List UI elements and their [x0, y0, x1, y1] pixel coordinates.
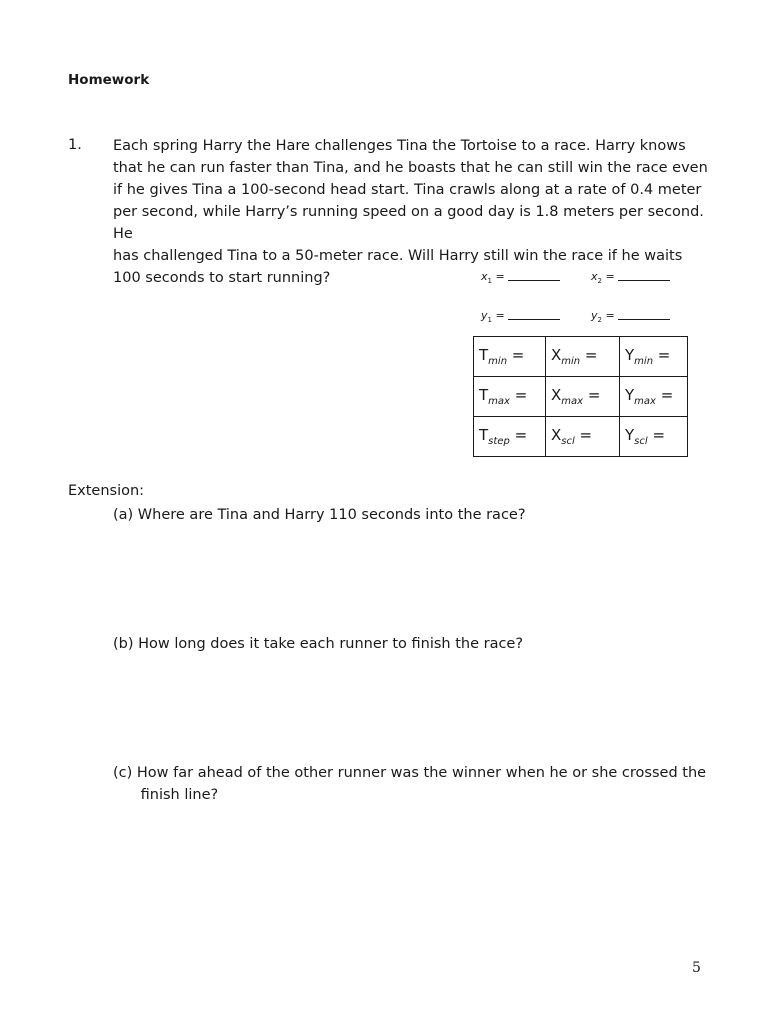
blank-eq: = [491, 270, 505, 283]
problem-line: 100 seconds to start running? [113, 270, 331, 286]
cell-sub: min [488, 356, 508, 367]
blank-sub: 1 [487, 277, 492, 286]
cell-eq: = [583, 386, 601, 404]
blank-var: y [481, 309, 488, 322]
blank-sub: 2 [597, 316, 602, 325]
cell-sub: max [561, 396, 584, 407]
answer-line [618, 270, 670, 281]
cell-eq: = [507, 346, 525, 364]
page-number: 5 [692, 960, 701, 976]
cell-sub: min [634, 356, 654, 367]
problem-line: that he can run faster than Tina, and he boasts that he can still win the race even [113, 160, 708, 176]
part-line: (c) How far ahead of the other runner was the winner when he or she crossed the [113, 765, 707, 781]
tmax-cell[interactable] [474, 377, 546, 417]
homework-heading: Homework [68, 72, 150, 88]
problem-line: Each spring Harry the Hare challenges Tina the Tortoise to a race. Harry knows [113, 138, 686, 154]
blank-eq: = [601, 309, 615, 322]
cell-sub: min [561, 356, 581, 367]
cell-var: X [551, 386, 562, 404]
blank-var: y [591, 309, 598, 322]
xmin-cell[interactable] [546, 337, 620, 377]
cell-var: X [551, 346, 562, 364]
yscl-cell[interactable] [620, 417, 688, 457]
problem-line: has challenged Tina to a 50-meter race. Will Harry still win the race if he waits [113, 248, 683, 264]
cell-var: T [479, 426, 489, 444]
cell-sub: max [488, 396, 510, 407]
blank-sub: 2 [597, 277, 602, 286]
cell-eq: = [653, 346, 671, 364]
part-line: (a) Where are Tina and Harry 110 seconds into the race? [113, 507, 526, 523]
cell-eq: = [574, 426, 593, 444]
cell-var: Y [625, 426, 635, 444]
blank-eq: = [491, 309, 505, 322]
extension-part-a [113, 504, 713, 526]
cell-eq: = [655, 386, 674, 404]
cell-var: Y [625, 386, 635, 404]
cell-eq: = [647, 426, 666, 444]
blank-sub: 1 [487, 316, 492, 325]
answer-line [618, 309, 670, 320]
blank-var: x [591, 270, 598, 283]
tstep-cell[interactable] [474, 417, 546, 457]
cell-eq: = [509, 426, 528, 444]
xscl-cell[interactable] [546, 417, 620, 457]
tmin-cell[interactable] [474, 337, 546, 377]
cell-eq: = [580, 346, 598, 364]
blank-var: x [481, 270, 488, 283]
problem-line: if he gives Tina a 100-second head start. Tina crawls along at a rate of 0.4 meter [113, 182, 702, 198]
cell-var: T [479, 346, 489, 364]
problem-text [113, 135, 713, 289]
table-row [474, 337, 688, 377]
extension-part-c [113, 762, 713, 806]
ymin-cell[interactable] [620, 337, 688, 377]
xmax-cell[interactable] [546, 377, 620, 417]
y2-blank[interactable] [591, 309, 670, 324]
table-row [474, 417, 688, 457]
part-line: (b) How long does it take each runner to finish the race? [113, 636, 524, 652]
x1-blank[interactable] [481, 270, 560, 285]
ymax-cell[interactable] [620, 377, 688, 417]
extension-label: Extension: [68, 483, 145, 499]
cell-sub: scl [634, 436, 648, 447]
extension-part-b [113, 633, 713, 655]
window-settings-table [473, 336, 688, 457]
cell-sub: step [488, 436, 510, 447]
problem-number: 1. [68, 137, 82, 153]
part-line: finish line? [113, 787, 219, 803]
problem-line: per second, while Harry’s running speed on a good day is 1.8 meters per second. He [113, 204, 704, 242]
cell-var: Y [625, 346, 635, 364]
y1-blank[interactable] [481, 309, 560, 324]
answer-line [508, 270, 560, 281]
cell-sub: max [634, 396, 656, 407]
cell-sub: scl [561, 436, 575, 447]
blank-eq: = [601, 270, 615, 283]
answer-line [508, 309, 560, 320]
cell-var: T [479, 386, 489, 404]
cell-var: X [551, 426, 562, 444]
x2-blank[interactable] [591, 270, 670, 285]
table-row [474, 377, 688, 417]
cell-eq: = [509, 386, 528, 404]
